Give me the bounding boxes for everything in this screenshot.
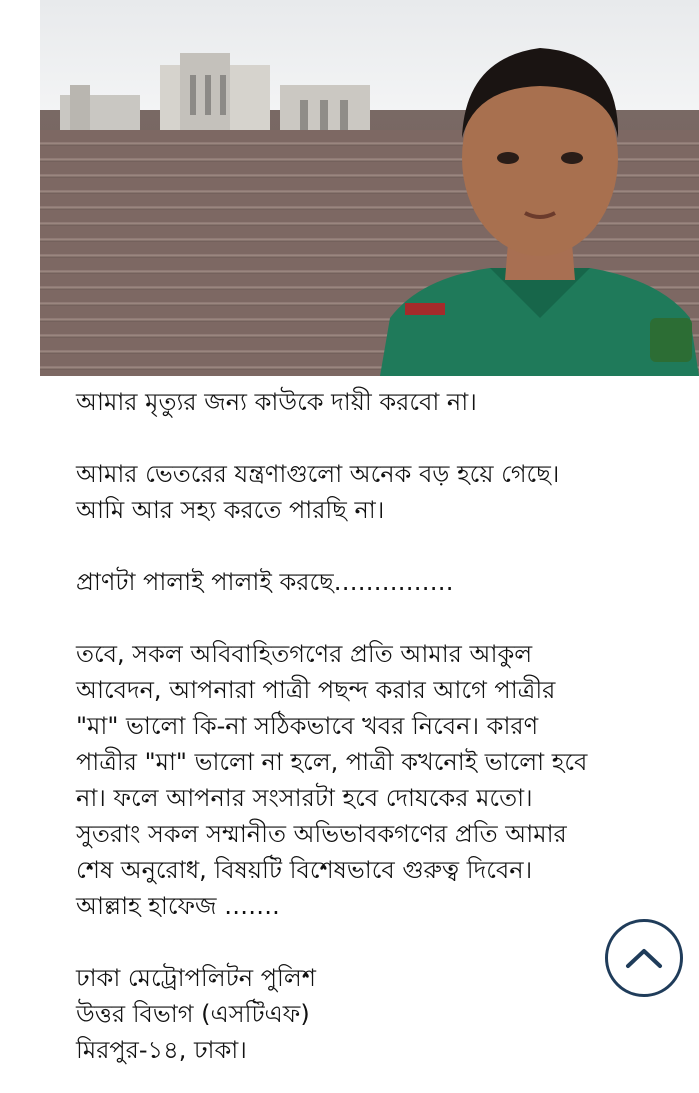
- post-body-text: আমার মৃত্যুর জন্য কাউকে দায়ী করবো না। আমার ভেতরের যন্ত্রণাগুলো অনেক বড় হয়ে গেছে। আমি আর সহ্য করতে পারছি না। প্রাণটা পালাই পালাই করছে…………… তবে, সকল অবিবাহিতগণের প্রতি আমার আকুল আবেদন, আপনারা পাত্রী পছন্দ করার আগে পাত্রীর "মা" ভালো কি-না সঠিকভাবে খবর নিবেন। কারণ পাত্রীর "মা" ভালো না হলে, পাত্রী কখনোই ভালো হবে না। ফলে আপনার সংসারটা হবে দোযকের মতো। সুতরাং সকল সম্মানীত অভিভাবকগণের প্রতি আমার শেষ অনুরোধ, বিষয়টি বিশেষভাবে গুরুত্ব দিবেন। আল্লাহ হাফেজ ……. ঢাকা মেট্রোপলিটন পুলিশ উত্তর বিভাগ (এসটিএফ) মিরপুর-১৪, ঢাকা।: [76, 388, 588, 1064]
- scroll-to-top-button[interactable]: [605, 919, 683, 997]
- chevron-up-icon: [624, 946, 664, 970]
- post-photo: [40, 0, 699, 376]
- officer-portrait: [380, 18, 699, 376]
